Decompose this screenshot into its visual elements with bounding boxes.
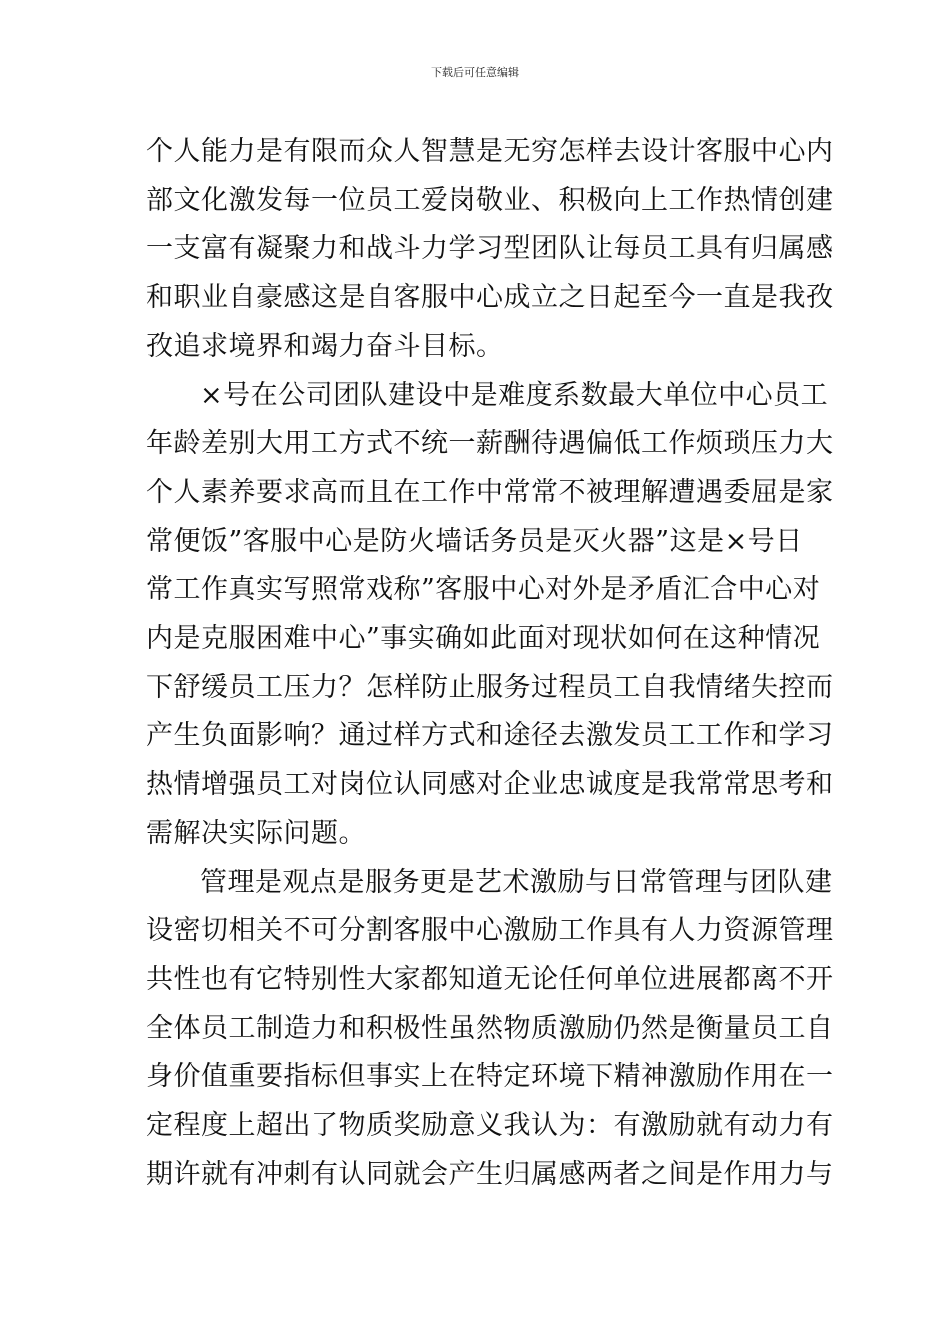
paragraph-line: 孜追求境界和竭力奋斗目标。 [146, 330, 504, 362]
paragraph-2 [146, 372, 834, 859]
paragraph-line: 内是克服困难中心”事实确如此面对现状如何在这种情况 [146, 623, 821, 655]
paragraph-line: 定程度上超出了物质奖励意义我认为：有激励就有动力有 [146, 1110, 834, 1142]
paragraph-line: ×号在公司团队建设中是难度系数最大单位中心员工 [200, 379, 829, 411]
document-body [146, 128, 834, 1199]
paragraph-line: 常工作真实写照常戏称”客服中心对外是矛盾汇合中心对 [146, 574, 821, 606]
paragraph-line: 需解决实际问题。 [146, 817, 366, 849]
paragraph-line: 个人能力是有限而众人智慧是无穷怎样去设计客服中心内 [146, 136, 834, 167]
paragraph-line: 共性也有它特别性大家都知道无论任何单位进展都离不开 [146, 963, 834, 995]
page-header: 下载后可任意编辑 [431, 66, 519, 79]
paragraph-line: 管理是观点是服务更是艺术激励与日常管理与团队建 [200, 866, 833, 898]
paragraph-line: 全体员工制造力和积极性虽然物质激励仍然是衡量员工自 [146, 1012, 834, 1044]
paragraph-3 [146, 859, 834, 1200]
paragraph-line: 设密切相关不可分割客服中心激励工作具有人力资源管理 [146, 915, 834, 947]
paragraph-line: 和职业自豪感这是自客服中心成立之日起至今一直是我孜 [146, 282, 834, 314]
paragraph-line: 常便饭”客服中心是防火墙话务员是灭火器”这是×号日 [146, 525, 803, 557]
paragraph-line: 年龄差别大用工方式不统一薪酬待遇偏低工作烦琐压力大 [146, 428, 834, 460]
paragraph-line: 热情增强员工对岗位认同感对企业忠诚度是我常常思考和 [146, 769, 834, 801]
paragraph-line: 身价值重要指标但事实上在特定环境下精神激励作用在一 [146, 1061, 834, 1093]
paragraph-line: 一支富有凝聚力和战斗力学习型团队让每员工具有归属感 [146, 233, 834, 265]
paragraph-line: 个人素养要求高而且在工作中常常不被理解遭遇委屈是家 [146, 476, 834, 508]
paragraph-1 [146, 128, 834, 372]
paragraph-line: 下舒缓员工压力？怎样防止服务过程员工自我情绪失控而 [146, 671, 834, 703]
paragraph-line: 期许就有冲刺有认同就会产生归属感两者之间是作用力与 [146, 1158, 834, 1190]
paragraph-line: 部文化激发每一位员工爱岗敬业、积极向上工作热情创建 [146, 184, 834, 216]
paragraph-line: 产生负面影响？通过样方式和途径去激发员工工作和学习 [146, 720, 834, 752]
